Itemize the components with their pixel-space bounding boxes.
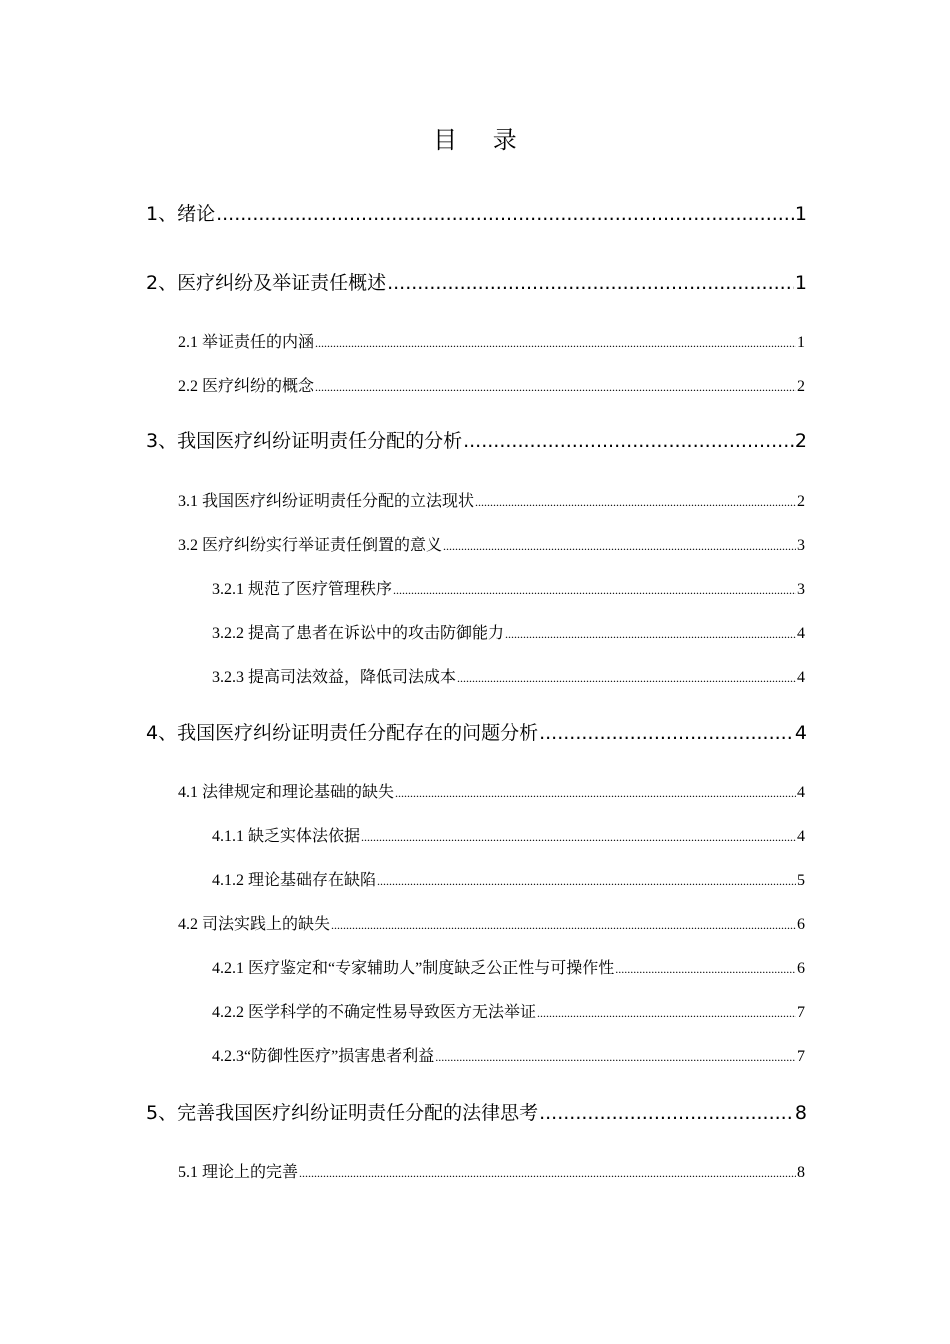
toc-entry-label: 3.2.2 提高了患者在诉讼中的攻击防御能力 (212, 625, 505, 642)
dot-leader (393, 583, 796, 598)
toc-entry-label: 3.1 我国医疗纠纷证明责任分配的立法现状 (178, 493, 475, 510)
dot-leader (463, 430, 794, 452)
toc-entry[interactable] (178, 911, 805, 934)
toc-entry[interactable] (212, 955, 805, 978)
dot-leader (299, 1166, 796, 1181)
toc-entry[interactable] (178, 329, 805, 352)
toc-entry-page: 5 (797, 872, 805, 889)
dot-leader (216, 203, 794, 225)
toc-entry-page: 1 (794, 272, 807, 294)
toc-entry-label: 5.1 理论上的完善 (178, 1164, 299, 1181)
toc-entry-label: 4.2.2 医学科学的不确定性易导致医方无法举证 (212, 1004, 537, 1021)
toc-entry-page: 8 (797, 1164, 805, 1181)
toc-entry-page: 2 (797, 493, 805, 510)
dot-leader (315, 336, 796, 351)
toc-entry-label: 2.2 医疗纠纷的概念 (178, 378, 315, 395)
dot-leader (539, 722, 794, 744)
toc-entry-page: 6 (797, 960, 805, 977)
dot-leader (615, 962, 796, 977)
dot-leader (457, 671, 796, 686)
toc-entry[interactable] (212, 664, 805, 687)
dot-leader (395, 786, 796, 801)
toc-entry[interactable] (146, 718, 807, 745)
toc-entry[interactable] (212, 576, 805, 599)
toc-entry[interactable] (178, 779, 805, 802)
toc-entry-page: 4 (797, 784, 805, 801)
toc-entry-page: 1 (797, 334, 805, 351)
dot-leader (539, 1102, 794, 1124)
toc-entry-label: 4.1.2 理论基础存在缺陷 (212, 872, 377, 889)
dot-leader (537, 1006, 796, 1021)
toc-entry[interactable] (146, 426, 807, 453)
toc-entry-page: 7 (797, 1004, 805, 1021)
toc-entry-label: 2、医疗纠纷及举证责任概述 (146, 272, 387, 294)
toc-entry[interactable] (146, 268, 807, 295)
toc-entry-label: 4.2.3“防御性医疗”损害患者利益 (212, 1048, 435, 1065)
toc-entry[interactable] (178, 488, 805, 511)
toc-entry-label: 4.2.1 医疗鉴定和“专家辅助人”制度缺乏公正性与可操作性 (212, 960, 615, 977)
toc-entry[interactable] (178, 373, 805, 396)
toc-entry-label: 3.2 医疗纠纷实行举证责任倒置的意义 (178, 537, 443, 554)
toc-entry-label: 4.1 法律规定和理论基础的缺失 (178, 784, 395, 801)
dot-leader (331, 918, 796, 933)
toc-entry-page: 4 (797, 669, 805, 686)
toc-entry-label: 4.1.1 缺乏实体法依据 (212, 828, 361, 845)
toc-entry-label: 3、我国医疗纠纷证明责任分配的分析 (146, 430, 463, 452)
toc-entry-page: 2 (794, 430, 807, 452)
toc-title: 目 录 (433, 126, 531, 154)
toc-entry[interactable] (212, 620, 805, 643)
toc-entry-page: 1 (794, 203, 807, 225)
toc-entry-label: 4、我国医疗纠纷证明责任分配存在的问题分析 (146, 722, 539, 744)
toc-entry-label: 2.1 举证责任的内涵 (178, 334, 315, 351)
toc-entry-label: 3.2.1 规范了医疗管理秩序 (212, 581, 393, 598)
toc-entry[interactable] (178, 532, 805, 555)
toc-entry-page: 3 (797, 581, 805, 598)
toc-entry[interactable] (212, 999, 805, 1022)
toc-entry-page: 8 (794, 1102, 807, 1124)
toc-entry-page: 4 (794, 722, 807, 744)
toc-entry-label: 5、完善我国医疗纠纷证明责任分配的法律思考 (146, 1102, 539, 1124)
dot-leader (443, 539, 796, 554)
toc-entry-page: 7 (797, 1048, 805, 1065)
toc-entry-page: 3 (797, 537, 805, 554)
toc-entry[interactable] (212, 867, 805, 890)
toc-entry-label: 3.2.3 提高司法效益，降低司法成本 (212, 669, 457, 686)
dot-leader (475, 495, 796, 510)
dot-leader (387, 272, 794, 294)
toc-entry-label: 4.2 司法实践上的缺失 (178, 916, 331, 933)
toc-entry[interactable] (146, 1098, 807, 1125)
toc-entry[interactable] (146, 199, 807, 226)
toc-entry[interactable] (212, 823, 805, 846)
toc-entry-page: 6 (797, 916, 805, 933)
dot-leader (505, 627, 796, 642)
dot-leader (315, 380, 796, 395)
toc-entry[interactable] (178, 1159, 805, 1182)
toc-entry-label: 1、绪论 (146, 203, 216, 225)
toc-entry[interactable] (212, 1043, 805, 1066)
toc-entry-page: 4 (797, 625, 805, 642)
toc-entry-page: 2 (797, 378, 805, 395)
dot-leader (361, 830, 796, 845)
dot-leader (377, 874, 796, 889)
dot-leader (435, 1050, 796, 1065)
toc-entry-page: 4 (797, 828, 805, 845)
